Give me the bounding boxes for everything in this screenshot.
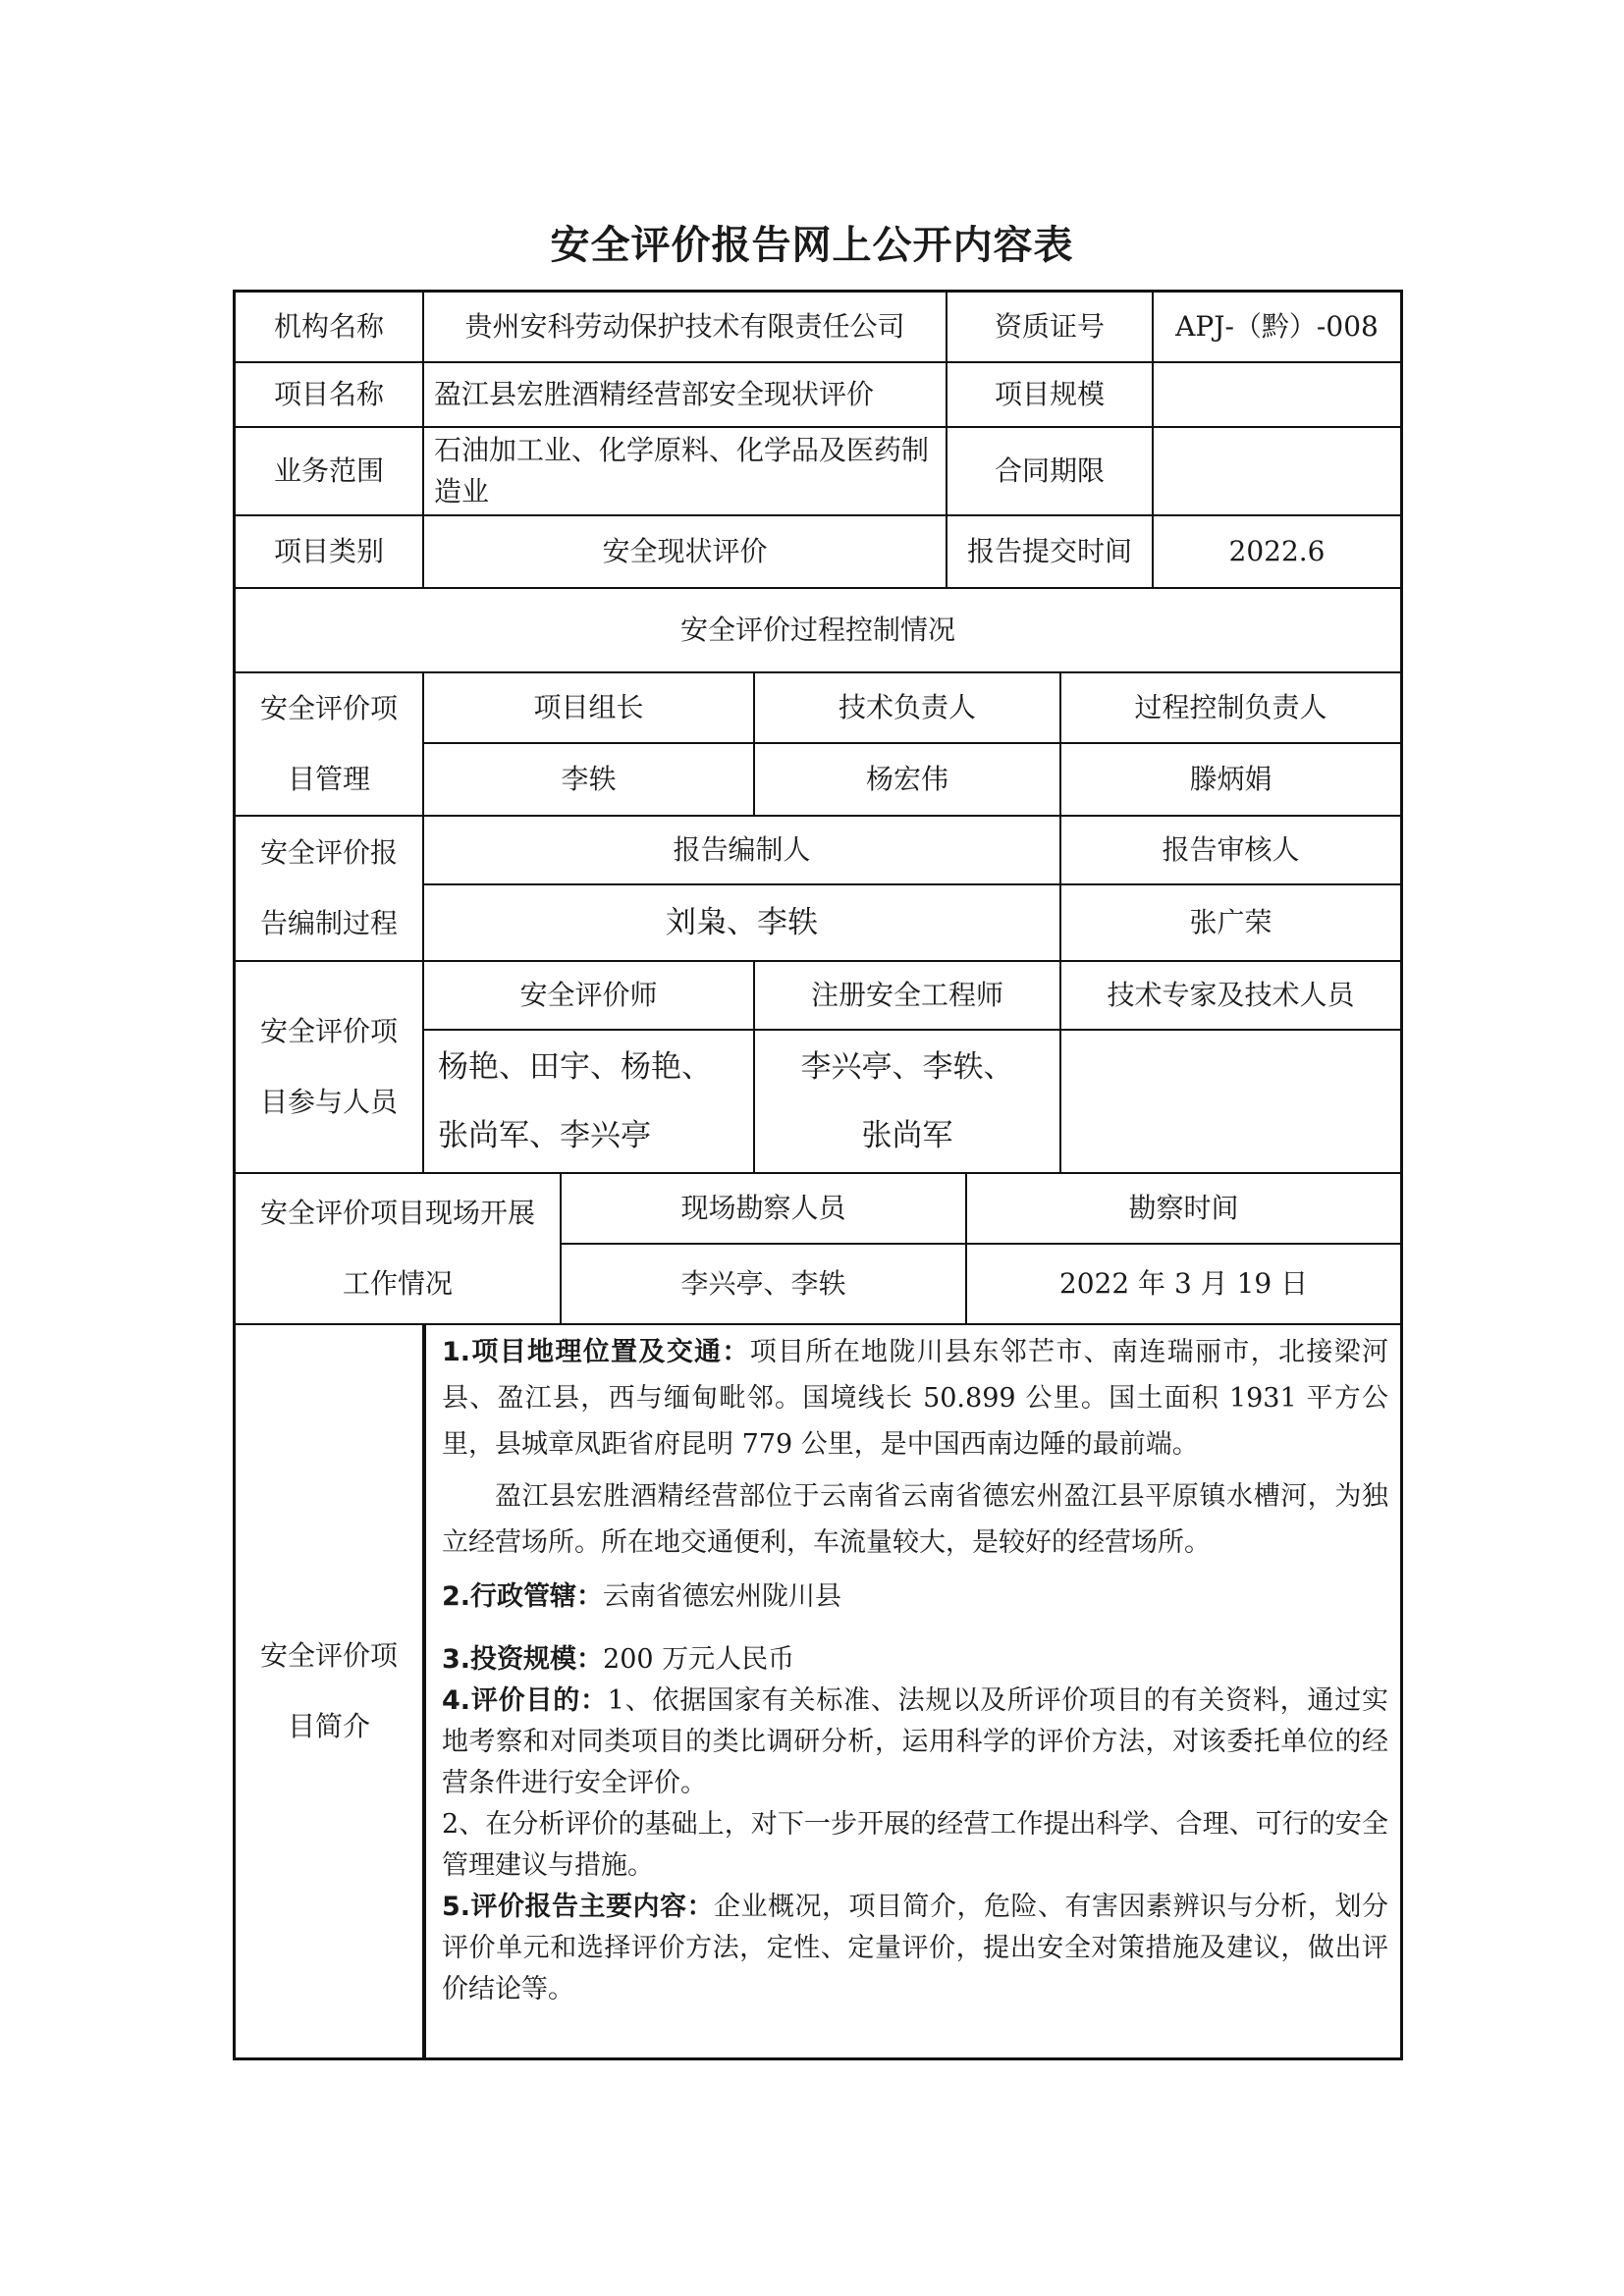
surveyor-value: 李兴亭、李轶 [562,1245,967,1325]
intro-contents [442,1887,1388,2010]
survey-time-value: 2022 年 3 月 19 日 [967,1245,1400,1325]
evaluator-header: 安全评价师 [424,962,755,1031]
page-title: 安全评价报告网上公开内容表 [550,223,1074,268]
site-work-label-line2: 工作情况 [342,1267,453,1300]
safety-engineer-value-line1: 李兴亭、李轶、 [800,1049,1014,1085]
intro-label-line2: 目简介 [287,1710,370,1742]
participants-label-line2: 目参与人员 [259,1086,398,1118]
intro-jurisdiction-heading: 2.行政管辖： [442,1581,604,1612]
intro-contents-heading: 5.评价报告主要内容： [442,1892,715,1922]
cert-label: 资质证号 [947,293,1154,363]
evaluator-value-line2: 张尚军、李兴亭 [438,1118,651,1153]
intro-jurisdiction [442,1574,1388,1620]
compilation-label [236,817,424,962]
management-label [236,673,424,817]
org-name-label: 机构名称 [236,293,424,363]
management-label-line1: 安全评价项 [259,692,398,724]
surveyor-header: 现场勘察人员 [562,1174,967,1245]
intro-purpose-2: 2、在分析评价的基础上，对下一步开展的经营工作提出科学、合理、可行的安全管理建议与措施。 [442,1809,1388,1881]
compiler-value: 刘枭、李轶 [424,885,1061,962]
compilation-label-line2: 告编制过程 [259,907,398,939]
evaluator-value-line1: 杨艳、田宇、杨艳、 [438,1049,712,1085]
org-name-value: 贵州安科劳动保护技术有限责任公司 [424,293,947,363]
intro-jurisdiction-text: 云南省德宏州陇川县 [603,1581,842,1612]
tech-lead-value: 杨宏伟 [755,744,1061,817]
project-name-label: 项目名称 [236,363,424,428]
contract-label: 合同期限 [947,428,1154,516]
survey-time-header: 勘察时间 [967,1174,1400,1245]
evaluator-value [424,1031,755,1174]
intro-label-line1: 安全评价项 [259,1639,398,1672]
site-work-label [236,1174,562,1325]
tech-lead-header: 技术负责人 [755,673,1061,744]
tech-experts-header: 技术专家及技术人员 [1061,962,1400,1031]
process-control-header: 过程控制负责人 [1061,673,1400,744]
scale-value [1154,363,1400,428]
tech-experts-value [1061,1031,1400,1174]
participants-label [236,962,424,1174]
compiler-header: 报告编制人 [424,817,1061,885]
submit-time-value: 2022.6 [1154,516,1400,589]
compilation-label-line1: 安全评价报 [259,836,398,869]
category-label: 项目类别 [236,516,424,589]
intro-contents-text: 企业概况，项目简介，危险、有害因素辨识与分析，划分评价单元和选择评价方法，定性、定量评价，提出安全对策措施及建议，做出评价结论等。 [442,1892,1388,2004]
intro-purpose-text: 1、依据国家有关标准、法规以及所评价项目的有关资料，通过实地考察和对同类项目的类比调研分析，运用科学的评价方法，对该委托单位的经营条件进行安全评价。 [442,1685,1389,1798]
intro-purpose [442,1681,1388,1804]
category-value: 安全现状评价 [424,516,947,589]
intro-geography [442,1329,1388,1468]
reviewer-value: 张广荣 [1061,885,1400,962]
intro-investment-text: 200 万元人民币 [603,1644,795,1675]
intro-purpose-heading: 4.评价目的： [442,1685,608,1716]
submit-time-label: 报告提交时间 [947,516,1154,589]
scale-label: 项目规模 [947,363,1154,428]
intro-label [236,1325,424,2057]
project-name-value: 盈江县宏胜酒精经营部安全现状评价 [424,363,947,428]
scope-value: 石油加工业、化学原料、化学品及医药制造业 [424,428,947,516]
site-work-label-line1: 安全评价项目现场开展 [259,1197,535,1229]
process-control-value: 滕炳娟 [1061,744,1400,817]
intro-divider [424,1325,426,2057]
intro-geography-heading: 1.项目地理位置及交通： [442,1337,750,1367]
participants-label-line1: 安全评价项 [259,1015,398,1047]
cert-value: APJ-（黔）-008 [1154,293,1400,363]
intro-location: 盈江县宏胜酒精经营部位于云南省云南省德宏州盈江县平原镇水槽河，为独立经营场所。所在地交通便利，车流量较大，是较好的经营场所。 [442,1481,1388,1558]
project-intro [428,1323,1400,2061]
intro-geography-text: 项目所在地陇川县东邻芒市、南连瑞丽市，北接梁河县、盈江县，西与缅甸毗邻。国境线长 50.899 公里。国土面积 1931 平方公里，县城章凤距省府昆明 779 公里，是中国西南边陲的最前端。 [442,1337,1389,1460]
scope-label: 业务范围 [236,428,424,516]
safety-engineer-header: 注册安全工程师 [755,962,1061,1031]
disclosure-table [233,290,1403,2060]
intro-investment [442,1639,1388,1681]
team-leader-value: 李轶 [424,744,755,817]
management-label-line2: 目管理 [287,763,370,795]
team-leader-header: 项目组长 [424,673,755,744]
contract-value [1154,428,1400,516]
process-heading: 安全评价过程控制情况 [236,589,1400,673]
safety-engineer-value-line2: 张尚军 [861,1118,953,1153]
safety-engineer-value [755,1031,1061,1174]
intro-investment-heading: 3.投资规模： [442,1644,604,1675]
reviewer-header: 报告审核人 [1061,817,1400,885]
